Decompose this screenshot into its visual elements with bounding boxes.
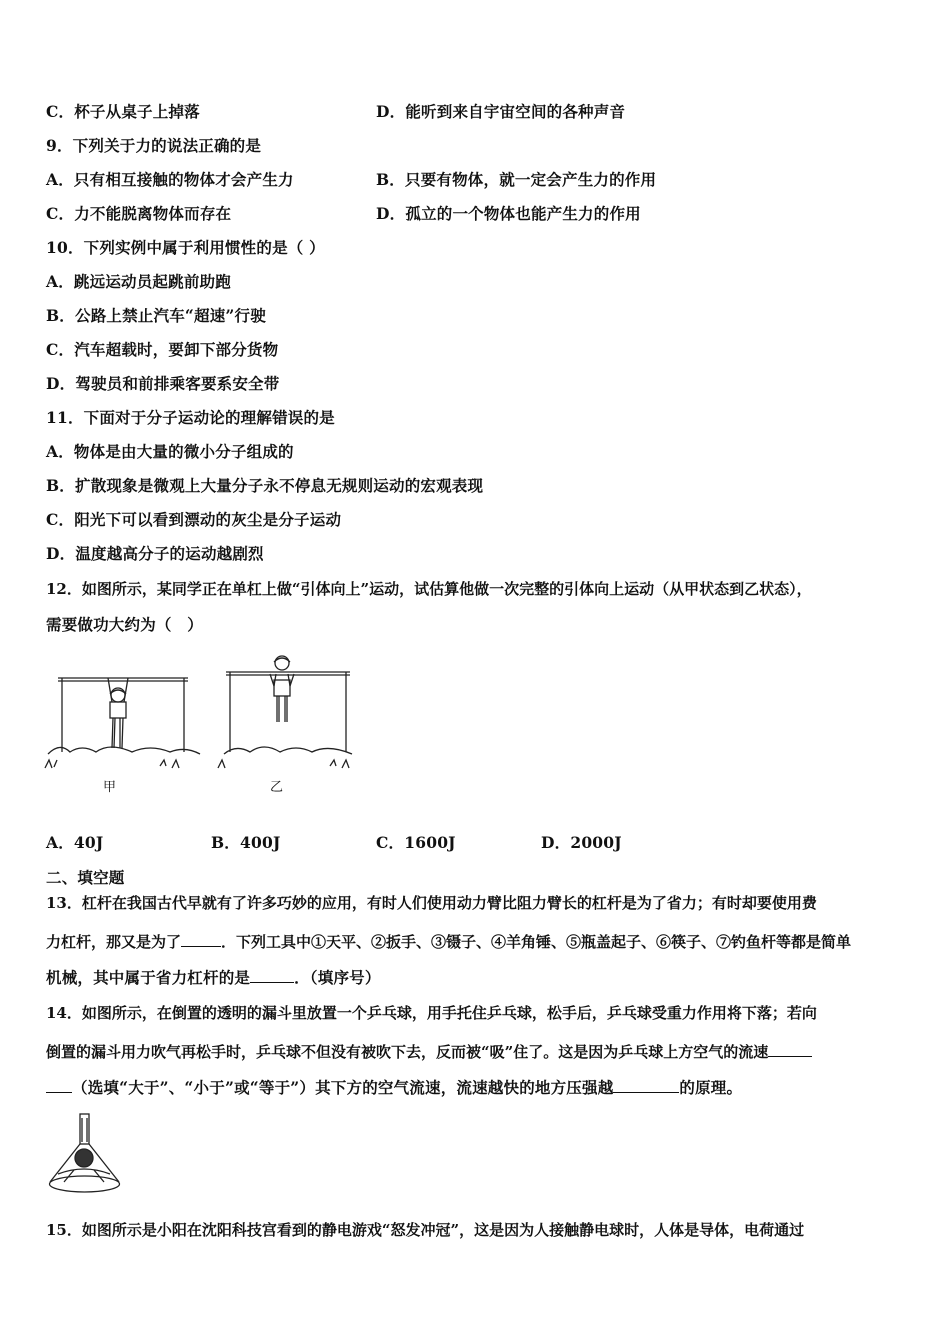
q13-blank-1[interactable] — [181, 931, 221, 947]
q10-option-a: A．跳远运动员起跳前助跑 — [46, 272, 231, 291]
q13-blank-2[interactable] — [250, 967, 294, 983]
pullup-jia-drawing — [45, 678, 200, 768]
q13-line3 — [46, 967, 381, 988]
q11-option-a: A．物体是由大量的微小分子组成的 — [46, 442, 294, 461]
q11-option-d: D．温度越高分子的运动越剧烈 — [46, 544, 264, 563]
q12-option-b: B．400J — [211, 833, 281, 852]
q13-line3-part1: 机械，其中属于省力杠杆的是 — [46, 968, 251, 987]
q14-line3 — [46, 1077, 742, 1098]
q14-line1: 14．如图所示，在倒置的透明的漏斗里放置一个乒乓球，用手托住乒乓球，松手后，乒乓球受重力作用将下落；若向 — [46, 1004, 817, 1022]
q14-blank-1b[interactable] — [46, 1077, 72, 1093]
q13-line2 — [46, 931, 851, 952]
q12-option-a: A．40J — [46, 833, 104, 852]
q14-blank-1a[interactable] — [768, 1041, 812, 1057]
q9-option-d: D．孤立的一个物体也能产生力的作用 — [376, 204, 641, 223]
q12-stem-line2: 需要做功大约为（ ） — [46, 615, 204, 634]
q13-line2-part2: ．下列工具中①天平、②扳手、③镊子、④羊角锤、⑤瓶盖起子、⑥筷子、⑦钓鱼杆等都是简单 — [221, 933, 852, 951]
q11-option-c: C．阳光下可以看到漂动的灰尘是分子运动 — [46, 510, 342, 529]
q13-line3-part2: ．（填序号） — [294, 968, 381, 987]
q13-line1: 13．杠杆在我国古代早就有了许多巧妙的应用，有时人们使用动力臂比阻力臂长的杠杆是为了省力；有时却要使用费 — [46, 894, 817, 912]
q14-line3-part1: （选填“大于”、“小于”或“等于”）其下方的空气流速，流速越快的地方压强越 — [72, 1078, 614, 1097]
q9-option-a: A．只有相互接触的物体才会产生力 — [46, 170, 294, 189]
q13-line2-part1: 力杠杆，那又是为了 — [46, 933, 182, 951]
funnel-figure — [44, 1112, 134, 1196]
q10-option-b: B．公路上禁止汽车“超速”行驶 — [46, 306, 266, 325]
q14-line2-text: 倒置的漏斗用力吹气再松手时，乒乓球不但没有被吹下去，反而被“吸”住了。这是因为乒乓球上方空气的流速 — [46, 1043, 769, 1061]
q12-option-c: C．1600J — [376, 833, 456, 852]
q8-option-d: D．能听到来自宇宙空间的各种声音 — [376, 102, 626, 121]
q14-line3-part2: 的原理。 — [679, 1078, 743, 1097]
q9-stem: 9．下列关于力的说法正确的是 — [46, 136, 262, 155]
q9-option-b: B．只要有物体，就一定会产生力的作用 — [376, 170, 657, 189]
q10-option-c: C．汽车超载时，要卸下部分货物 — [46, 340, 279, 359]
pullup-figure — [40, 650, 370, 800]
section-title: 二、填空题 — [46, 868, 125, 887]
pullup-yi-drawing — [218, 656, 352, 768]
q12-option-d: D．2000J — [541, 833, 622, 852]
q12-stem-line1: 12．如图所示，某同学正在单杠上做“引体向上”运动，试估算他做一次完整的引体向上运动（从甲状态到乙状态）， — [46, 580, 812, 598]
q10-option-d: D．驾驶员和前排乘客要系安全带 — [46, 374, 280, 393]
q10-stem: 10．下列实例中属于利用惯性的是（ ） — [46, 238, 325, 257]
q8-option-c: C．杯子从桌子上掉落 — [46, 102, 200, 121]
q15-line1: 15．如图所示是小阳在沈阳科技宫看到的静电游戏“怒发冲冠”，这是因为人接触静电球时，人体是导体，电荷通过 — [46, 1221, 805, 1239]
figure-label-yi: 乙 — [270, 780, 284, 795]
q14-line2 — [46, 1041, 812, 1062]
figure-label-jia: 甲 — [103, 780, 117, 795]
q14-blank-2[interactable] — [613, 1077, 679, 1093]
q11-stem: 11．下面对于分子运动论的理解错误的是 — [46, 408, 335, 427]
q11-option-b: B．扩散现象是微观上大量分子永不停息无规则运动的宏观表现 — [46, 476, 484, 495]
q9-option-c: C．力不能脱离物体而存在 — [46, 204, 232, 223]
